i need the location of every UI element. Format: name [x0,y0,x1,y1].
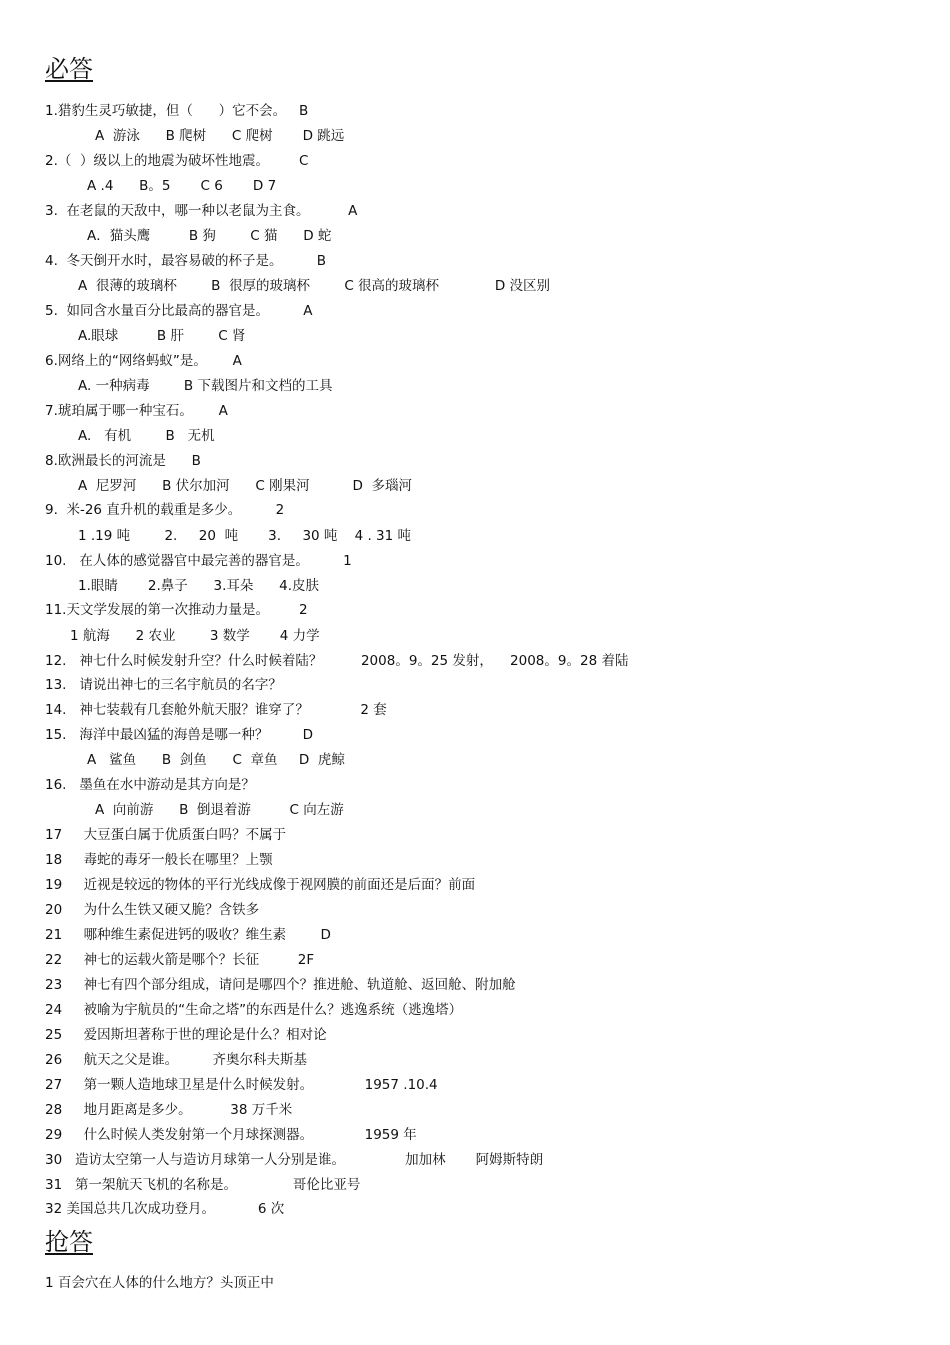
question-line: A 很薄的玻璃杯 B 很厚的玻璃杯 C 很高的玻璃杯 D 没区别 [78,278,551,294]
question-line: 28 地月距离是多少。 38 万千米 [45,1102,293,1118]
question-line: A. 一种病毒 B 下载图片和文档的工具 [78,378,333,394]
question-line: 1 航海 2 农业 3 数学 4 力学 [70,628,320,644]
question-line: 26 航天之父是谁。 齐奥尔科夫斯基 [45,1052,307,1068]
question-line: 16. 墨鱼在水中游动是其方向是？ [45,777,255,793]
question-line: 5. 如同含水量百分比最高的器官是。 A [45,303,313,319]
question-line: 10. 在人体的感觉器官中最完善的器官是。 1 [45,553,352,569]
question-line: 18 毒蛇的毒牙一般长在哪里？上颚 [45,852,273,868]
question-line: 30 造访太空第一人与造访月球第一人分别是谁。 加加林 阿姆斯特朗 [45,1152,544,1168]
section-title-required: 必答 [45,55,93,83]
question-line: 21 哪种维生素促进钙的吸收？维生素 D [45,927,331,943]
question-line: 14. 神七装载有几套舱外航天服？谁穿了？ 2 套 [45,702,387,718]
question-line: 25 爱因斯坦著称于世的理论是什么？相对论 [45,1027,327,1043]
question-line: A.眼球 B 肝 C 肾 [78,328,246,344]
question-line: A .4 B。5 C 6 D 7 [87,178,277,194]
question-line: 1.猎豹生灵巧敏捷，但（ ）它不会。 B [45,103,309,119]
question-line: 32 美国总共几次成功登月。 6 次 [45,1201,285,1217]
question-line: 2.（ ）级以上的地震为破坏性地震。 C [45,153,309,169]
question-line: A. 有机 B 无机 [78,428,215,444]
rush-question-line: 1 百会穴在人体的什么地方？头顶正中 [45,1275,274,1291]
question-line: 24 被喻为宇航员的“生命之塔”的东西是什么？逃逸系统（逃逸塔） [45,1002,463,1018]
question-line: 31 第一架航天飞机的名称是。 哥伦比亚号 [45,1177,361,1193]
question-line: 27 第一颗人造地球卫星是什么时候发射。 1957 .10.4 [45,1077,438,1093]
question-line: 8.欧洲最长的河流是 B [45,453,201,469]
question-line: 22 神七的运载火箭是哪个？长征 2F [45,952,315,968]
question-line: 19 近视是较远的物体的平行光线成像于视网膜的前面还是后面？前面 [45,877,476,893]
question-line: 11.天文学发展的第一次推动力量是。 2 [45,602,308,618]
section-title-rush: 抢答 [45,1228,93,1256]
question-line: 6.网络上的“网络蚂蚁”是。 A [45,353,242,369]
question-line: 15. 海洋中最凶猛的海兽是哪一种？ D [45,727,314,743]
question-line: A 向前游 B 倒退着游 C 向左游 [95,802,344,818]
question-line: 7.琥珀属于哪一种宝石。 A [45,403,228,419]
question-line: A 游泳 B 爬树 C 爬树 D 跳远 [95,128,345,144]
question-line: 3. 在老鼠的天敌中，哪一种以老鼠为主食。 A [45,203,358,219]
question-line: A 尼罗河 B 伏尔加河 C 刚果河 D 多瑙河 [78,478,412,494]
question-line: 1.眼睛 2.鼻子 3.耳朵 4.皮肤 [78,578,320,594]
question-line: 1 .19 吨 2. 20 吨 3. 30 吨 4 . 31 吨 [78,528,412,544]
question-line: 4. 冬天倒开水时，最容易破的杯子是。 B [45,253,327,269]
question-line: 29 什么时候人类发射第一个月球探测器。 1959 年 [45,1127,417,1143]
question-line: 13. 请说出神七的三名宇航员的名字？ [45,677,282,693]
question-line: 12. 神七什么时候发射升空？什么时候着陆？ 2008。9。25 发射， 2008。9。28 着陆 [45,653,629,669]
question-line: 9. 米-26 直升机的载重是多少。 2 [45,502,285,518]
question-line: 23 神七有四个部分组成，请问是哪四个？推进舱、轨道舱、返回舱、附加舱 [45,977,516,993]
question-line: 17 大豆蛋白属于优质蛋白吗？不属于 [45,827,287,843]
question-line: A 鲨鱼 B 剑鱼 C 章鱼 D 虎鲸 [87,752,345,768]
question-line: A．猫头鹰 B 狗 C 猫 D 蛇 [87,228,332,244]
question-line: 20 为什么生铁又硬又脆？含铁多 [45,902,260,918]
